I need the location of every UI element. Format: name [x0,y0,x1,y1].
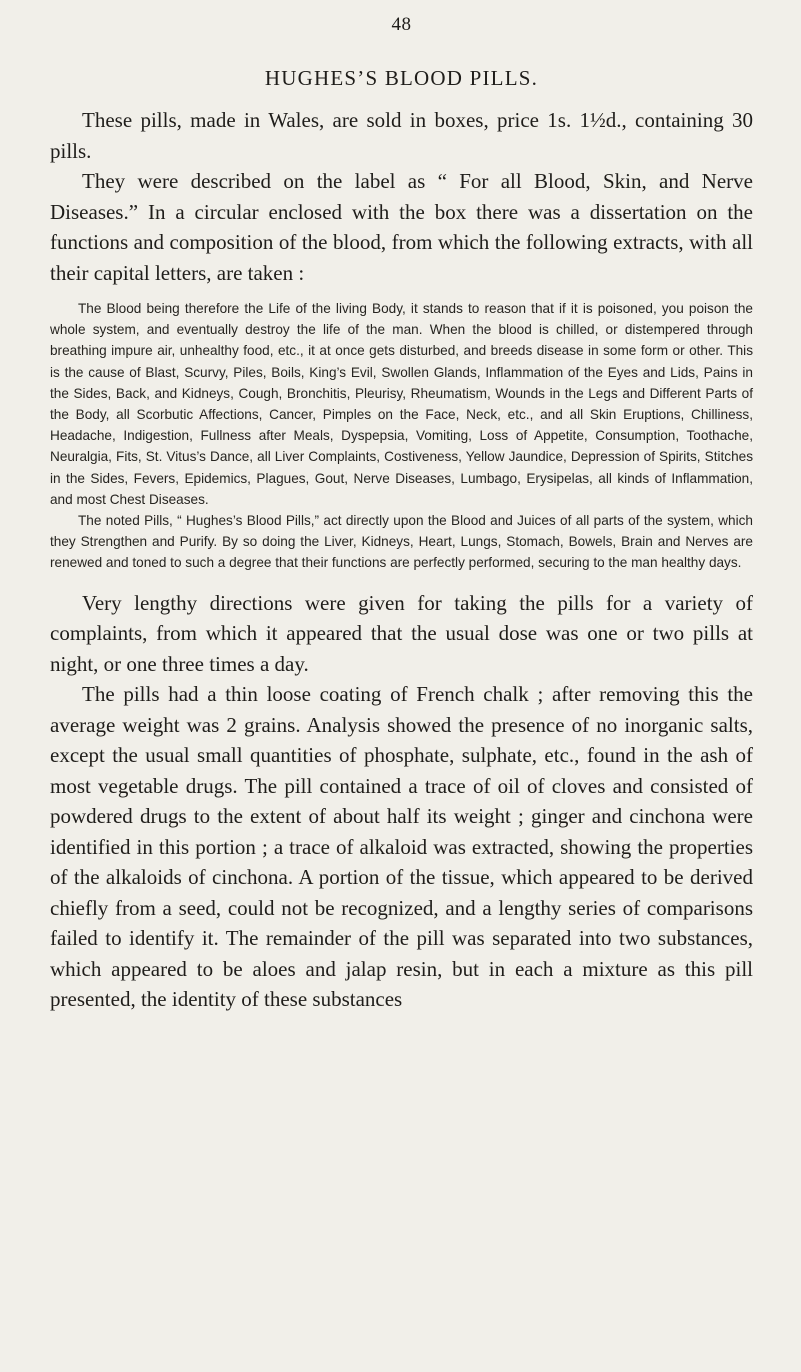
intro-paragraph: These pills, made in Wales, are sold in boxes, price 1s. 1½d., containing 30 pills. [50,108,753,163]
section-heading: HUGHES’S BLOOD PILLS. [264,66,539,90]
extract-paragraph: The Blood being therefore the Life of the living Body, it stands to reason that if it is poisoned, you poison the whole system, and eventually destroy the life of the man. When the blood is chilled, or distempered through breathing impure air, unhealthy food, etc., it at once gets disturbed, and breeds disease in some form or other. This is the cause of Blast, Scurvy, Piles, Boils, King’s Evil, Swollen Glands, Inflammation of the Eyes and Lids, Pains in the Sides, Back, and Kidneys, Cough, Bronchitis, Pleurisy, Rheumatism, Wounds in the Legs and Different Parts of the Body, all Scorbutic Affections, Cancer, Pimples on the Face, Neck, etc., and all Skin Eruptions, Chilliness, Headache, Indigestion, Fullness after Meals, Dyspepsia, Vomiting, Loss of Appetite, Consumption, Toothache, Neuralgia, Fits, St. Vitus’s Dance, all Liver Complaints, Costiveness, Yellow Jaundice, Depression of Spirits, Stitches in the Sides, Fevers, Epidemics, Plagues, Gout, Nerve Diseases, Lumbago, Erysipelas, all kinds of Inflammation, and most Chest Diseases. [50,301,753,507]
page-number: 48 [391,14,412,35]
extract-paragraph: The noted Pills, “ Hughes’s Blood Pills,” act directly upon the Blood and Juices of all parts of the system, which they Strengthen and Purify. By so doing the Liver, Kidneys, Heart, Lungs, Stomach, Bowels, Brain and Nerves are renewed and toned to such a degree that their functions are perfectly performed, securing to the man healthy days. [50,513,753,571]
intro-paragraph: They were described on the label as “ For all Blood, Skin, and Nerve Diseases.” In a circular enclosed with the box there was a dissertation on the functions and composition of the blood, from which the following extracts, with all their capital letters, are taken : [50,169,753,285]
analysis-text [50,588,753,1015]
intro-text [50,105,753,288]
body-paragraph: Very lengthy directions were given for taking the pills for a variety of complaints, from which it appeared that the usual dose was one or two pills at night, or one three times a day. [50,590,753,676]
body-paragraph: The pills had a thin loose coating of French chalk ; after removing this the average weight was 2 grains. Analysis showed the presence of no inorganic salts, except the usual small quantities of phosphate, sulphate, etc., found in the ash of most vegetable drugs. The pill contained a trace of oil of cloves and consisted of powdered drugs to the extent of about half its weight ; ginger and cinchona were identified in this portion ; a trace of alkaloid was extracted, showing the properties of the alkaloids of cinchona. A portion of the tissue, which appeared to be derived chiefly from a seed, could not be recognized, and a lengthy series of comparisons failed to identify it. The remainder of the pill was separated into two substances, which appeared to be aloes and jalap resin, but in each a mixture as this pill presented, the identity of these substances [50,682,753,1012]
quoted-extract [50,298,753,574]
